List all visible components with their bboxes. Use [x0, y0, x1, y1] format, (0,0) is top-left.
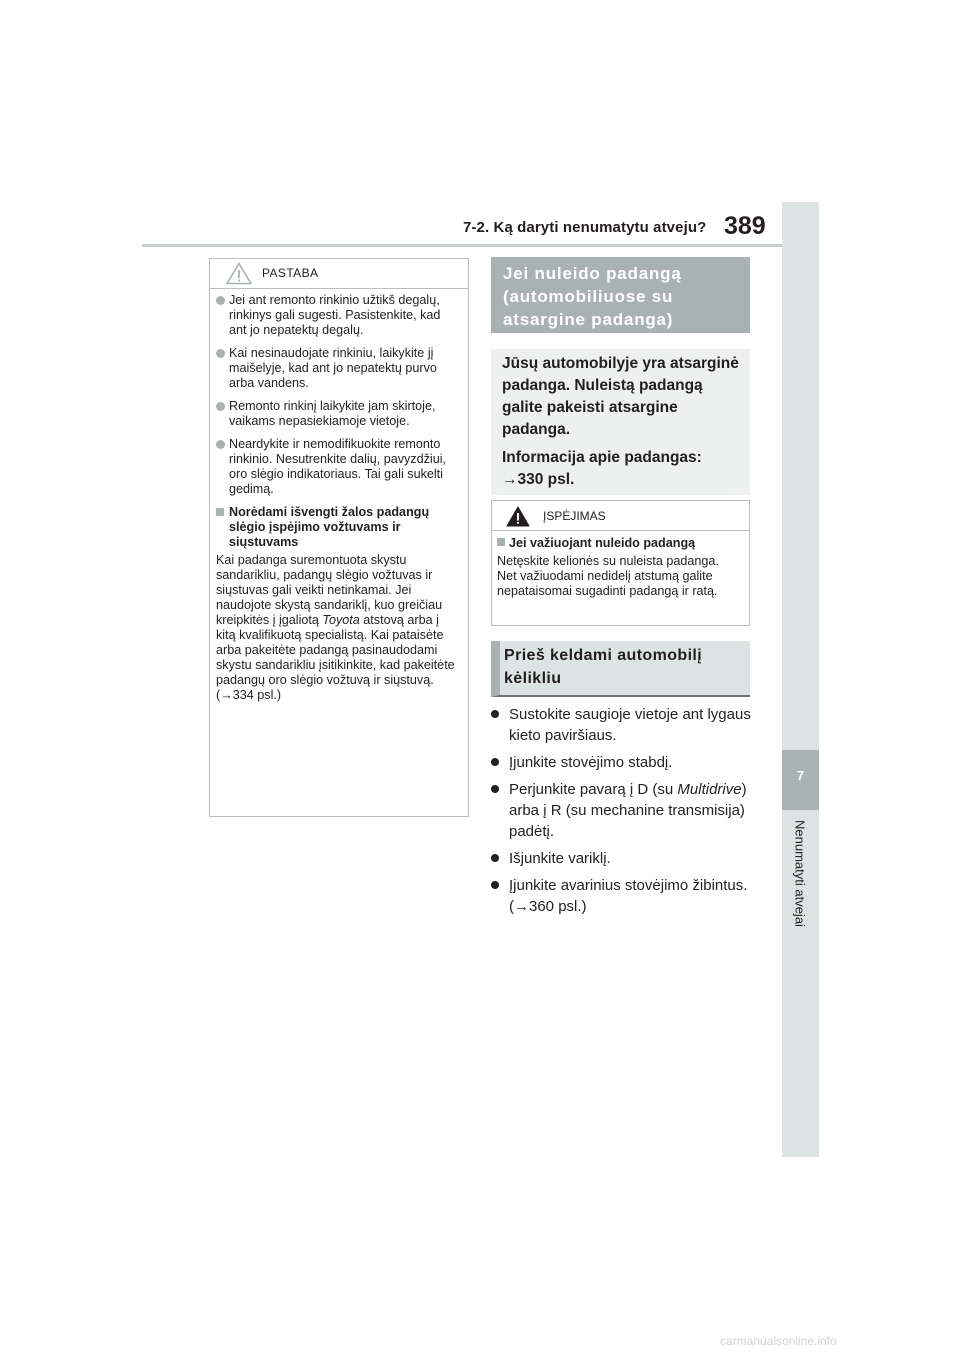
notice-bullet: Kai nesinaudojate rinkiniu, laikykite jį maišelyje, kad ant jo nepatektų purvo arba vandens. [216, 346, 460, 391]
running-header-title: 7-2. Ką daryti nenumatytu atveju? [463, 219, 707, 236]
bullet-dot-icon [216, 402, 225, 411]
square-bullet-icon [216, 508, 224, 516]
step-item: Įjunkite stovėjimo stabdį. [491, 752, 761, 773]
section-heading-jack: Prieš keldami automobilį kėlikliu [491, 641, 750, 697]
chapter-number: 7 [796, 768, 805, 783]
info-box [491, 349, 750, 495]
warning-title: ĮSPĖJIMAS [543, 509, 606, 523]
notice-paragraph: Kai padanga suremontuota skystu sandarikliu, padangų slėgio vožtuvas ir siųstuvas gali veikti netinkamai. Jei naudojote skystą sandariklį, kuo greičiau kreipkitės į įgaliotą Toyota atstovą arba į kitą kvalifikuotą specialistą. Kai pataisėte arba pakeitėte padangą pasinaudodami skystu sandarikliu įsitikinkite, kad pakeitėte padangų oro slėgio vožtuvą ir siųstuvą. (→334 psl.) [216, 553, 455, 702]
notice-body [210, 289, 468, 703]
step-item: Perjunkite pavarą į D (su Multidrive) arba į R (su mechanine transmisija) padėtį. [491, 779, 761, 842]
notice-title: PASTABA [262, 266, 319, 280]
warning-box [491, 500, 750, 626]
notice-bullet: Remonto rinkinį laikykite jam skirtoje, vaikams nepasiekiamoje vietoje. [216, 399, 460, 429]
step-item: Išjunkite variklį. [491, 848, 761, 869]
chapter-label: Nenumatyti atvejai [792, 820, 808, 927]
bullet-dot-icon [216, 349, 225, 358]
warning-subheading: Jei važiuojant nuleido padangą [497, 535, 741, 551]
bullet-dot-icon [216, 440, 225, 449]
watermark: carmanualsonline.info [720, 1334, 837, 1348]
section-heading-spare-tire: Jei nuleido padangą (automobiliuose su atsargine padanga) [491, 257, 750, 333]
step-item: Sustokite saugioje vietoje ant lygaus kieto paviršiaus. [491, 704, 761, 746]
bullet-dot-icon [491, 854, 499, 862]
notice-header [210, 259, 468, 289]
square-bullet-icon [497, 538, 505, 546]
bullet-dot-icon [216, 296, 225, 305]
notice-bullet: Jei ant remonto rinkinio užtikš degalų, rinkinys gali sugesti. Pasistenkite, kad ant jo nepatektų degalų. [216, 293, 460, 338]
bullet-dot-icon [491, 710, 499, 718]
step-item: Įjunkite avarinius stovėjimo žibintus. (→360 psl.) [491, 875, 761, 917]
notice-bullet: Neardykite ir nemodifikuokite remonto rinkinio. Nesutrenkite dalių, pavyzdžiui, oro slėgio indikatoriaus. Tai gali sukelti gedimą. [216, 437, 460, 497]
header-rule [142, 244, 782, 247]
warning-outline-icon [226, 262, 252, 290]
step-list [491, 704, 761, 923]
notice-box [209, 258, 469, 817]
warning-text: Netęskite kelionės su nuleista padanga. Net važiuodami nedidelį atstumą galite nepataisomai sugadinti padangą ir ratą. [497, 554, 719, 598]
bullet-dot-icon [491, 758, 499, 766]
page-number: 389 [724, 212, 766, 240]
warning-header [492, 501, 749, 531]
warning-body [492, 531, 749, 599]
notice-subheading: Norėdami išvengti žalos padangų slėgio įspėjimo vožtuvams ir siųstuvams [216, 505, 460, 550]
bullet-dot-icon [491, 881, 499, 889]
warning-filled-icon [506, 506, 530, 532]
chapter-side-tab [782, 202, 819, 1157]
bullet-dot-icon [491, 785, 499, 793]
info-reference: Informacija apie padangas: →330 psl. [502, 449, 702, 488]
brand-name: Toyota [322, 613, 360, 627]
info-text: Jūsų automobilyje yra atsarginė padanga. Nuleistą padangą galite pakeisti atsargine padanga. [502, 355, 739, 438]
